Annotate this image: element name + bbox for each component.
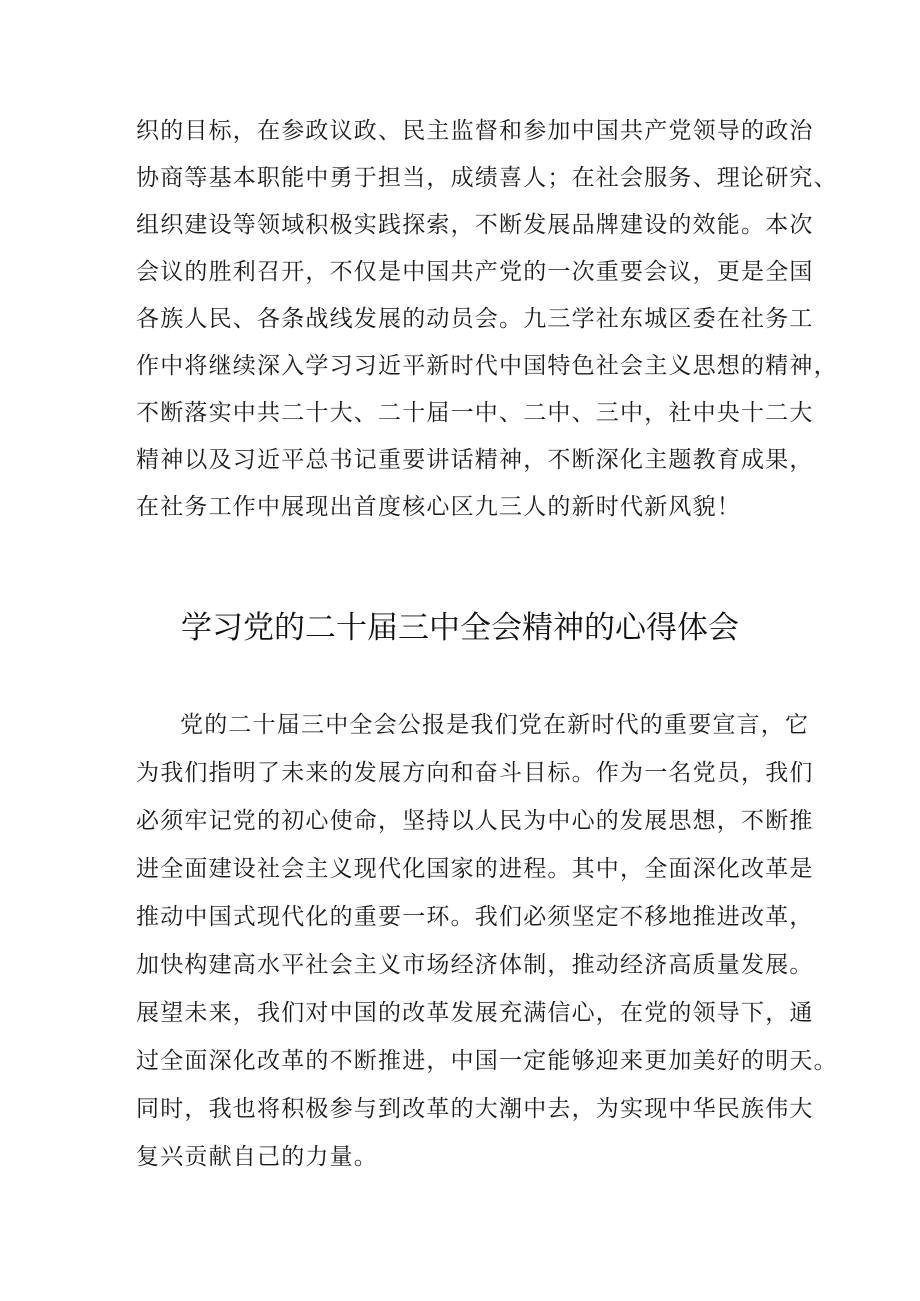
text-line: 精神以及习近平总书记重要讲话精神，不断深化主题教育成果，	[136, 447, 814, 473]
text-line: 党的二十届三中全会公报是我们党在新时代的重要宣言，它	[180, 712, 810, 738]
text-line: 不断落实中共二十大、二十届一中、二中、三中，社中央十二大	[136, 400, 814, 426]
text-line: 组织建设等领域积极实践探索，不断发展品牌建设的效能。本次	[136, 212, 814, 238]
text-line: 协商等基本职能中勇于担当，成绩喜人；在社会服务、理论研究、	[136, 165, 838, 191]
text-line: 必须牢记党的初心使命，坚持以人民为中心的发展思想，不断推	[136, 808, 814, 834]
text-line: 过全面深化改革的不断推进，中国一定能够迎来更加美好的明天。	[136, 1048, 838, 1074]
text-line: 进全面建设社会主义现代化国家的进程。其中，全面深化改革是	[136, 856, 814, 882]
text-line: 织的目标，在参政议政、民主监督和参加中国共产党领导的政治	[136, 118, 814, 144]
text-line: 在社务工作中展现出首度核心区九三人的新时代新风貌！	[136, 494, 741, 520]
text-line: 各族人民、各条战线发展的动员会。九三学社东城区委在社务工	[136, 306, 814, 332]
article-title: 学习党的二十届三中全会精神的心得体会	[181, 610, 739, 646]
text-line: 展望未来，我们对中国的改革发展充满信心，在党的领导下，通	[136, 1000, 814, 1026]
text-line: 加快构建高水平社会主义市场经济体制，推动经济高质量发展。	[136, 952, 814, 978]
text-line: 推动中国式现代化的重要一环。我们必须坚定不移地推进改革，	[136, 904, 814, 930]
text-line: 作中将继续深入学习习近平新时代中国特色社会主义思想的精神，	[136, 353, 838, 379]
text-line: 同时，我也将积极参与到改革的大潮中去，为实现中华民族伟大	[136, 1096, 814, 1122]
text-line: 会议的胜利召开，不仅是中国共产党的一次重要会议，更是全国	[136, 259, 814, 285]
text-line: 为我们指明了未来的发展方向和奋斗目标。作为一名党员，我们	[136, 760, 814, 786]
text-line: 复兴贡献自己的力量。	[136, 1144, 378, 1170]
